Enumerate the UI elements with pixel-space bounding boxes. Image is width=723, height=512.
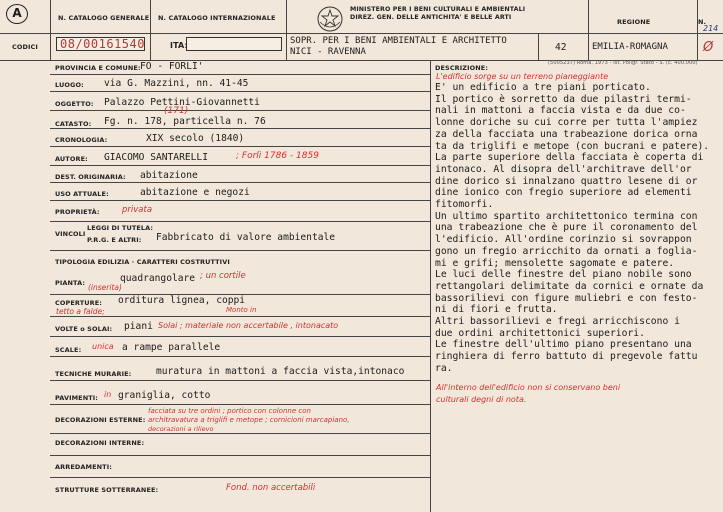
description-line: mi e grifi; mensolette sagomate e patere. — [435, 257, 675, 269]
description-line: ra. — [435, 362, 453, 374]
leggi-tutela-label: LEGGI DI TUTELA: — [87, 224, 154, 232]
divider — [50, 91, 430, 92]
regione-value: EMILIA-ROMAGNA — [592, 42, 668, 52]
catalog-international-label: N. CATALOGO INTERNAZIONALE — [158, 14, 276, 22]
vincoli-label: VINCOLI — [55, 230, 86, 238]
description-line: Le luci delle finestre del piano nobile sono — [435, 269, 692, 281]
descrizione-end-note-2: culturali degni di nota. — [436, 395, 527, 404]
divider — [50, 0, 51, 60]
description-line: ni di fiori e frutta. — [435, 304, 558, 316]
divider — [50, 250, 430, 251]
divider — [50, 74, 430, 75]
coperture-label: COPERTURE: — [55, 299, 102, 307]
cronologia-value: XIX secolo (1840) — [146, 133, 245, 144]
pianta-handwritten-note: ; un cortile — [200, 271, 246, 281]
tecniche-murarie-label: TECNICHE MURARIE: — [55, 370, 132, 378]
pianta-value: quadrangolare — [120, 273, 196, 284]
decorazioni-esterne-note-1: facciata su tre ordini ; portico con colonne con — [148, 407, 311, 415]
description-line: rettangolari delimitate da cornici e ornate da — [435, 280, 704, 292]
divider — [50, 404, 430, 405]
soprintendenza-line-2: NICI - RAVENNA — [290, 47, 366, 57]
luogo-label: LUOGO: — [55, 81, 84, 89]
card-type-badge: A — [6, 4, 28, 24]
description-line: fitomorfi. — [435, 199, 494, 211]
coperture-handwritten-note-2: Monto in — [226, 306, 257, 314]
divider — [538, 33, 539, 60]
divider — [50, 200, 430, 201]
description-line: La parte superiore della facciata è coperta di — [435, 152, 704, 164]
divider — [50, 128, 430, 129]
decorazioni-esterne-note-2: architravatura a triglifi e metope ; cornicioni marcapiano, — [148, 416, 350, 424]
pianta-inserted-note: (inserita) — [88, 283, 122, 292]
catasto-handwritten-note: (171) — [164, 106, 189, 116]
scale-handwritten-note: unica — [92, 342, 114, 351]
international-code-box — [186, 37, 282, 51]
republic-emblem-icon — [316, 5, 344, 33]
uso-attuale-value: abitazione e negozi — [140, 187, 250, 198]
descrizione-label: DESCRIZIONE: — [435, 64, 489, 72]
dest-originaria-value: abitazione — [140, 170, 198, 181]
luogo-value: via G. Mazzini, nn. 41-45 — [104, 78, 249, 89]
scale-label: SCALE: — [55, 346, 82, 354]
description-line: bassorilievi con figure muliebri e con festo- — [435, 292, 698, 304]
divider — [50, 182, 430, 183]
prg-value: Fabbricato di valore ambientale — [156, 232, 336, 243]
divider — [430, 60, 431, 512]
divider — [588, 0, 589, 60]
description-line: lonne doriche su cui corre per tutta l'ampiez — [435, 117, 698, 129]
soprintendenza-code: 42 — [555, 42, 567, 53]
volte-solai-label: VOLTE o SOLAI: — [55, 325, 113, 333]
divider — [50, 477, 430, 478]
divider — [50, 110, 430, 111]
description-line: ta da triglifi e metope (con bucrani e patere). — [435, 140, 710, 152]
tecniche-murarie-value: muratura in mattoni a faccia vista,intonaco — [156, 366, 405, 377]
volte-solai-value: piani — [124, 321, 153, 332]
volte-solai-handwritten-note: Solai ; materiale non accertabile , intonacato — [158, 321, 339, 330]
divider — [50, 221, 430, 222]
proprieta-value: privata — [122, 205, 153, 215]
tipologia-heading: TIPOLOGIA EDILIZIA · CARATTERI COSTRUTTIVI — [55, 258, 230, 266]
divider — [286, 0, 287, 60]
decorazioni-esterne-note-3: decorazioni a rilievo — [148, 425, 214, 433]
divider — [0, 33, 723, 34]
description-line: Le finestre dell'ultimo piano presentano una — [435, 339, 692, 351]
pavimenti-handwritten-note: in — [104, 390, 112, 399]
divider — [697, 0, 698, 60]
cancelled-mark: Ø — [703, 40, 714, 55]
catasto-label: CATASTO: — [55, 120, 92, 128]
autore-handwritten-note: ; Forlì 1786 - 1859 — [236, 151, 319, 161]
description-text — [435, 82, 720, 375]
divider — [150, 0, 151, 60]
strutture-handwritten-note: Fond. non accertabili — [226, 483, 316, 493]
pianta-label: PIANTA: — [55, 279, 86, 287]
description-line: due ordini architettonici superiori. — [435, 327, 645, 339]
description-line: dine dorico si innalzano quattro lesene di or — [435, 175, 698, 187]
provincia-value: FO - FORLI' — [140, 61, 204, 72]
uso-attuale-label: USO ATTUALE: — [55, 190, 109, 198]
description-line: gono un fregio arricchito da ornati a foglia- — [435, 245, 698, 257]
pavimenti-value: graniglia, cotto — [118, 390, 211, 401]
number-label: N. — [698, 18, 707, 26]
coperture-handwritten-note: tetto a falde; — [56, 307, 105, 316]
description-line: Altri bassorilievi e fregi arricchiscono i — [435, 316, 680, 328]
descrizione-handwritten-note: L'edificio sorge su un terreno pianeggiante — [436, 72, 609, 81]
codici-label: CODICI — [12, 43, 38, 51]
catasto-value: Fg. n. 178, particella n. 76 — [104, 116, 266, 127]
ita-label: ITA: — [170, 41, 188, 50]
divider — [50, 165, 430, 166]
divider — [50, 433, 430, 434]
proprieta-label: PROPRIETÀ: — [55, 208, 100, 216]
description-line: nali in mattoni a faccia vista e da due co- — [435, 105, 686, 117]
descrizione-end-note-1: All'interno dell'edificio non si conservano beni — [436, 383, 621, 392]
divider — [50, 146, 430, 147]
divider — [50, 455, 430, 456]
oggetto-value: Palazzo Pettini-Giovannetti — [104, 97, 260, 108]
description-line: ringhiera di ferro battuto di pregevole fattu — [435, 351, 698, 363]
catalog-number: 08/00161540 — [60, 37, 145, 51]
decorazioni-interne-label: DECORAZIONI INTERNE: — [55, 439, 145, 447]
divider — [50, 356, 430, 357]
strutture-sotterranee-label: STRUTTURE SOTTERRANEE: — [55, 486, 159, 494]
scale-value: a rampe parallele — [122, 342, 221, 353]
autore-value: GIACOMO SANTARELLI — [104, 152, 208, 163]
divider — [50, 316, 430, 317]
autore-label: AUTORE: — [55, 155, 88, 163]
print-code: (5005237) Roma, 1973 - Ist. Poligr. Stato - S. (c. 400.000) — [548, 60, 698, 66]
description-line: intonaco. Al disopra dell'architrave dell'or — [435, 163, 692, 175]
oggetto-label: OGGETTO: — [55, 100, 94, 108]
sheet-number: 214 — [703, 24, 719, 33]
description-line: Un ultimo spartito architettonico termina con — [435, 210, 698, 222]
description-line: dine ionico con fregio superiore ad elementi — [435, 187, 692, 199]
arredamenti-label: ARREDAMENTI: — [55, 463, 112, 471]
dest-originaria-label: DEST. ORIGINARIA: — [55, 173, 126, 181]
ministry-line-2: DIREZ. GEN. DELLE ANTICHITA' E BELLE ARTI — [350, 14, 512, 21]
decorazioni-esterne-label: DECORAZIONI ESTERNE: — [55, 416, 146, 424]
divider — [50, 336, 430, 337]
description-line: Il portico è sorretto da due pilastri termi- — [435, 93, 692, 105]
pavimenti-label: PAVIMENTI: — [55, 394, 99, 402]
coperture-value: orditura lignea, coppi — [118, 295, 246, 306]
cronologia-label: CRONOLOGIA: — [55, 136, 108, 144]
divider — [50, 380, 430, 381]
description-line: E' un edificio a tre piani porticato. — [435, 82, 651, 93]
regione-label: REGIONE — [617, 18, 651, 26]
soprintendenza-line-1: SOPR. PER I BENI AMBIENTALI E ARCHITETTO — [290, 36, 507, 46]
provincia-label: PROVINCIA E COMUNE: — [55, 64, 141, 72]
ministry-line-1: MINISTERO PER I BENI CULTURALI E AMBIENTALI — [350, 6, 526, 13]
description-line: l'edificio. All'ordine corinzio si sovrappon — [435, 234, 692, 246]
catalog-general-label: N. CATALOGO GENERALE — [58, 14, 150, 22]
description-line: za della facciata una trabeazione dorica orna — [435, 128, 698, 140]
prg-label: P.R.G. E ALTRI: — [87, 236, 142, 244]
description-line: una trabeazione che è pure il coronamento del — [435, 222, 698, 234]
